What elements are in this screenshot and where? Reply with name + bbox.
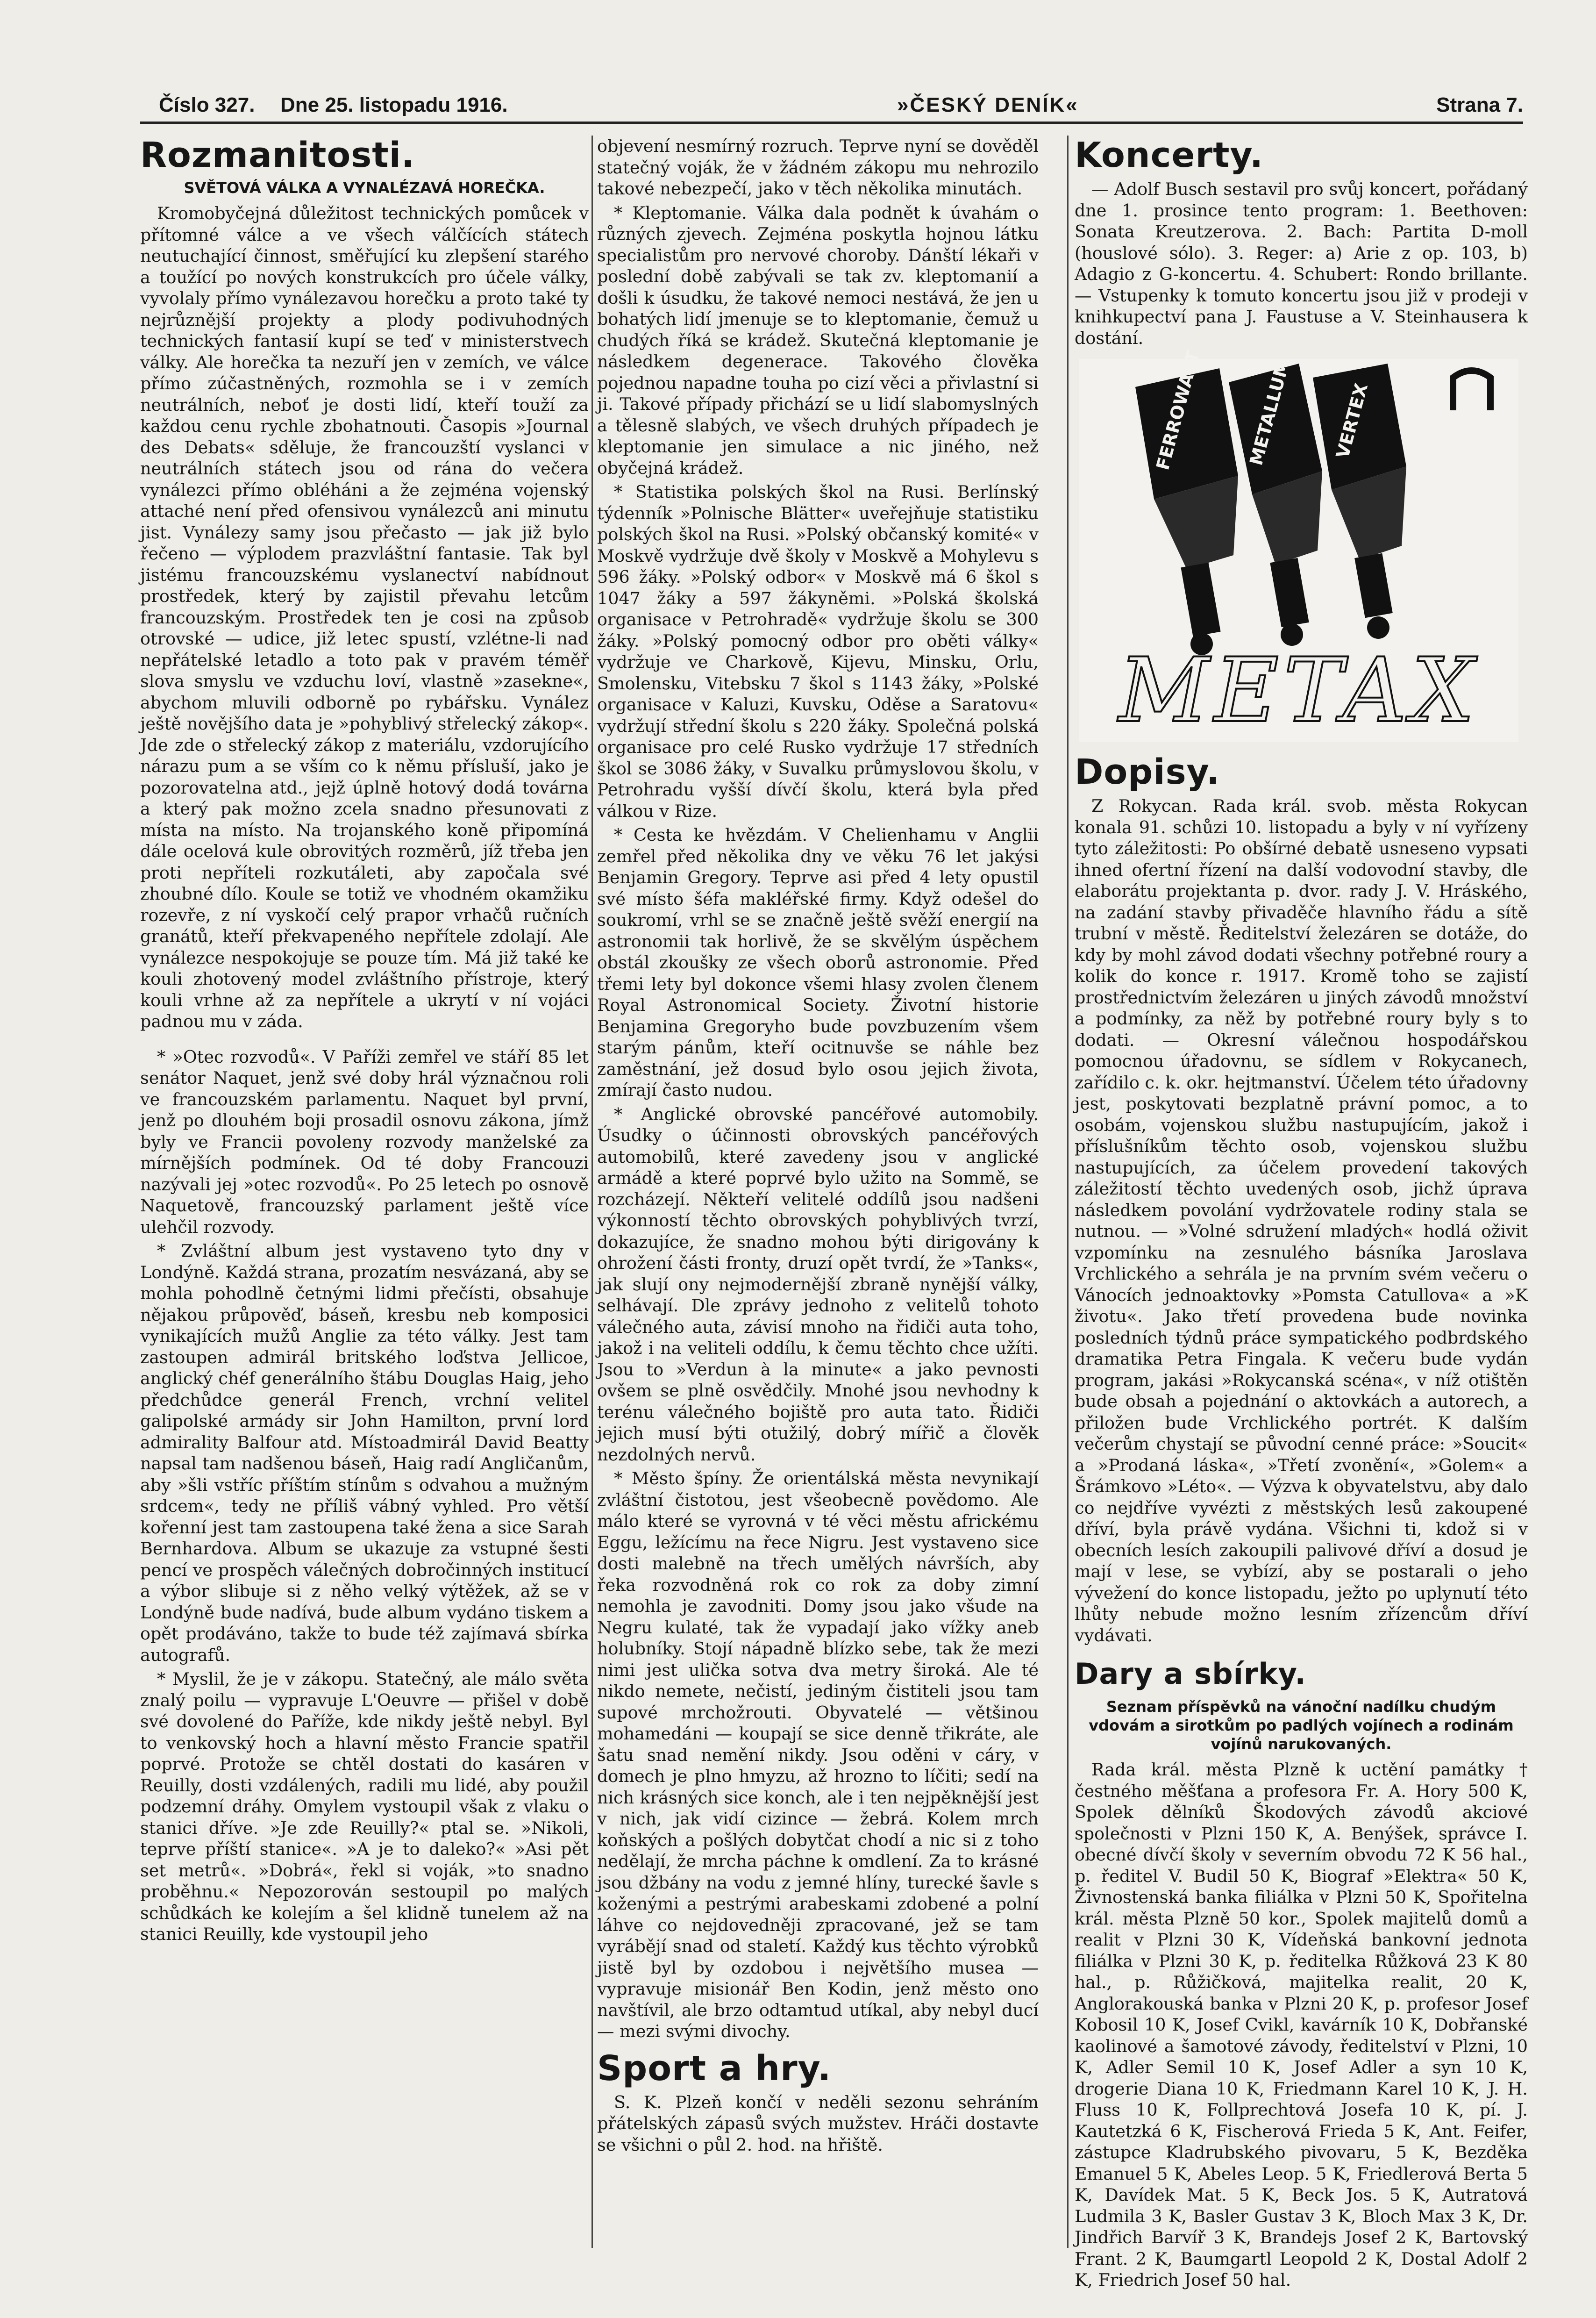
lamp-1-label: FERROWATT xyxy=(1152,348,1204,472)
page-header xyxy=(140,89,1523,124)
article-paragraph: * Cesta ke hvězdám. V Chelienhamu v Anglii zemřel před několika dny ve věku 76 let jakýsi Benjamin Gregory. Teprve asi před 4 lety opustil své místo šéfa makléřské firmy. Když odešel do soukromí, vrhl se se značně ještě svěží energií na astronomii tak horlivě, že se skvělým úspěchem obstál zkoušky ze všech oborů astronomie. Před třemi lety byl dokonce všemi hlasy zvolen členem Royal Astronomical Society. Životní historie Benjamina Gregoryho bude povzbuzením všem starým pánům, kteří ocitnuvše se náhle bez zaměstnání, jež dosud bylo osou jejich života, zmírají často nudou. xyxy=(597,825,1039,1100)
section-title-dary: Dary a sbírky. xyxy=(1075,1657,1306,1691)
section-title-sport: Sport a hry. xyxy=(597,2048,832,2089)
section-title-rozmanitosti: Rozmanitosti. xyxy=(140,135,415,175)
article-paragraph: * Město špíny. Že orientálská města nevynikají zvláštní čistotou, jest všeobecně povědomo. Ale málo které se vyrovná v té věci městu africkému Eggu, ležícímu na řece Nigru. Jest vystaveno sice dosti malebně na třech umělých návrších, aby řeka rozvodněná rok co rok za doby zimní nemohla je zavodniti. Domy jsou jako všude na Negru kulaté, tak že vypadají jako vížky aneb holubníky. Stojí nápadně blízko sebe, tak že mezi nimi jest ulička sotva dva metry široká. Ale té nikdo nemete, nečistí, jediným čistiteli jsou tam supové mrchožrouti. Obyvatelé — většinou mohamedáni — koupají se sice denně třikráte, ale šatu snad nemění nikdy. Jsou oděni v cáry, v domech je plno hmyzu, až hrozno to líčiti; sedí na nich krásných sice konch, ale i ten nejpěknější jest v nich, jak vidí cizince — žebrá. Kolem mrch koňských a pošlých dobytčat chodí a nic si z toho nedělají, že mrcha páchne k omdlení. Za to krásné jsou džbány na vodu z jemné hlíny, turecké šavle s koženými a pestrými arabeskami zdobené a polní láhve co nejdovedněji zpracované, jež se tam vyrábějí snad od staletí. Každý kus těchto výrobků jistě byl by ozdobou i největšího musea — vypravuje misionář Ben Kodin, jenž město ono navštívil, ale brzo odtamtud utíkal, aby nebyl ducí — mezi svými divochy. xyxy=(597,1468,1039,2041)
article-paragraph: — Adolf Busch sestavil pro svůj koncert, pořádaný dne 1. prosince tento program: 1. Beethoven: Sonata Kreutzerova. 2. Bach: Partita D-moll (houslové sólo). 3. Reger: a) Arie z op. 103, b) Adagio z G-koncertu. 4. Schubert: Rondo brillante. — Vstupenky k tomuto koncertu jsou již v prodeji v knihkupectví pana J. Faustuse a V. Steinhausera k dostání. xyxy=(1075,179,1528,348)
section-title-dopisy: Dopisy. xyxy=(1075,752,1220,792)
section-title-koncerty: Koncerty. xyxy=(1075,135,1264,175)
article-paragraph: Kromobyčejná důležitost technických pomůcek v přítomné válce a ve všech válčících státech neutuchající činnost, směřující ku zlepšení starého a toužící po nových konstrukcích pro účele války, vyvolaly přímo vynálezavou horečku a proto také ty nejrůznější projekty a plody podivuhodných technických fantasií kupí se teď v ministerstvech války. Ale horečka ta nezuří jen v zemích, ve válce přímo zúčastněných, rozmohla se i v zemích neutrálních, neboť je dosti lidí, kteří touží za každou cenu rychle zbohatnouti. Časopis »Journal des Debats« sděluje, že francouzští vyslanci v neutrálních státech jsou od rána do večera vynálezci přímo obléháni a že zejména vojenský attaché není před ofensivou vynálezců ani minutu jist. Vynálezy samy jsou přečasto — jak již bylo řečeno — výplodem prazvláštní fantasie. Tak byl jistému francouzskému vyslanectví nabídnout prostředek, který by zajistil převahu letcům francouzským. Prostředek ten je cosi na způsob otrovské — udice, již letec spustí, vzlétne-li nad nepřátelské letadlo a toto pak v pravém téměř slova smyslu ve vzduchu loví, vlastně »zasekne«, abychom mluvili odborně po rybářsku. Vynález ještě novějšího data je »pohyblivý střelecký zákop«. Jde zde o střelecký zákop z materiálu, vzdorujícího nárazu pum a se vším co k němu přísluší, jako je pozorovatelna atd., jejž úplně hotový dodá továrna a který pak možno zcela snadno přesunovati z místa na místo. Na trojanského koně připomíná dále ocelová kule obrovitých rozměrů, jíž třeba jen proti nepříteli rozkutáleti, aby započala své zhoubné dílo. Koule se totiž ve vhodném okamžiku rozevře, z ní vyskočí celý prapor vrhačů ručních granátů, kteří překvapeného nepřítele zdolají. Ale vynálezce nespokojuje se pouze tím. Má již také ke kouli zhotovený model zvláštního přístroje, který kouli vrhne až za nepřítele a ukrytí v ní vojáci padnou mu v záda. xyxy=(140,203,589,1031)
lamp-2-label: METALLUM xyxy=(1246,357,1294,468)
decorative-arch xyxy=(1453,371,1490,410)
article-paragraph: Rada král. města Plzně k uctění památky † čestného měšťana a profesora Fr. A. Hory 500 K, Spolek dělníků Škodových závodů akciové společnosti v Plzni 150 K, A. Benýšek, správce I. obecné dívčí školy v severním obvodu 72 K 56 hal., p. ředitel V. Budil 50 K, Biograf »Elektra« 50 K, Živnostenská banka filiálka v Plzni 50 K, Spořitelna král. města Plzně 50 kor., Spolek majitelů domů a realit v Plzni 30 K, Vídeňská bankovní jednota filiálka v Plzni 30 K, p. ředitelka Růžková 23 K 80 hal., p. Růžičková, majitelka realit, 20 K, Anglorakouská banka v Plzni 20 K, p. profesor Josef Kobosil 10 K, Josef Cvikl, kavárník 10 K, Dobřanské kaolinové a šamotové závody, ředitelství v Plzni, 10 K, Adler Semil 10 K, Josef Adler a syn 10 K, drogerie Diana 10 K, Friedmann Karel 10 K, J. H. Fluss 10 K, Follprechtová Josefa 10 K, pí. J. Kautetzká 6 K, Fischerová Frieda 5 K, Ant. Feifer, zástupce Kladrubského pivovaru, 5 K, Bezděka Emanuel 5 K, Abeles Leop. 5 K, Friedlerová Berta 5 K, Davídek Mat. 5 K, Beck Jos. 5 K, Autratová Ludmila 3 K, Basler Gustav 3 K, Bloch Max 3 K, Dr. Jindřich Barvíř 3 K, Brandejs Josef 2 K, Bartovský Frant. 2 K, Baumgartl Leopold 2 K, Dostal Adolf 2 K, Friedrich Josef 50 hal. xyxy=(1075,1760,1528,2290)
donation-subtitle: Seznam příspěvků na vánoční nadílku chudým vdovám a sirotkům po padlých vojínech a rodinám vojínů narukovaných. xyxy=(1089,1698,1514,1753)
column-2 xyxy=(597,136,1039,2248)
metax-advertisement xyxy=(1079,348,1518,742)
column-1 xyxy=(140,136,589,2248)
column-divider xyxy=(1067,136,1069,2248)
column-divider xyxy=(591,136,593,2248)
paper-title: »ČESKÝ DENÍK« xyxy=(897,93,1079,116)
article-paragraph: * Zvláštní album jest vystaveno tyto dny v Londýně. Každá strana, prozatím nesvázaná, aby se mohla pohodlně četnými lidmi přečísti, obsahuje nějakou průpověď, báseň, kresbu neb komposici vynikajících mužů Anglie za této války. Jest tam zastoupen admirál britského loďstva Jellicoe, anglický chéf generálního štábu Douglas Haig, jeho předchůdce generál French, vrchní velitel galipolské armády sir John Hamilton, první lord admirality Balfour atd. Místoadmirál David Beatty napsal tam nadšenou báseň, Haig radí Angličanům, aby »šli vstříc příštím stínům s odvahou a mužným srdcem«, tedy ne příliš vábný vyhled. Pro větší kořenní jest tam zastoupena také žena a sice Sarah Bernhardova. Album se ukazuje za vstupné šesti pencí ve prospěch válečných dobročinných institucí a výbor slibuje si z něho velký výtěžek, až se v Londýně bude nadívá, bude album vydáno tiskem a opět prodáváno, takže to bude též zajímavá sbírka autografů. xyxy=(140,1241,589,1665)
article-paragraph: * Statistika polských škol na Rusi. Berlínský týdenník »Polnische Blätter« uveřejňuje statistiku polských škol na Rusi. »Polský občanský komité« v Moskvě vydržuje dvě školy v Moskvě a Mohylevu s 596 žáky. »Polský odbor« v Moskvě má 6 škol s 1047 žáky a 597 žákyněmi. »Polská školská organisace v Petrohradě« vydržuje školu se 300 žáky. »Polský pomocný odbor pro oběti války« vydržuje ve Charkově, Kijevu, Minsku, Orlu, Smolensku, Vitebsku 7 škol s 1143 žáky, »Polské organisace v Kaluzi, Kuvsku, Oděse a Saratovu« vydržují střední školu s 220 žáky. Společná polská organisace pro celé Rusko vydržuje 17 středních škol se 3086 žáky, v Suvalku průmyslovou školu, v Petrohradu vyšší dívčí školu, která byla před válkou v Rize. xyxy=(597,482,1039,821)
advertisement-illustration xyxy=(1079,348,1518,742)
lamp-3-label: VERTEX xyxy=(1332,381,1372,461)
page-number: Strana 7. xyxy=(1436,93,1523,116)
article-paragraph: * Myslil, že je v zákopu. Statečný, ale málo světa znalý poilu — vypravuje L'Oeuvre — přišel v době své dovolené do Paříže, kde nikdy ještě nebyl. Byl to venkovský hoch a hlavní město Francie spatřil poprvé. Protože se chtěl dostati do kasáren v Reuilly, dosti vzdálených, radili mu lidé, aby použil podzemní dráhy. Omylem vystoupil však z vlaku o stanici dříve. »Je zde Reuilly?« ptal se. »Nikoli, teprve příští stanice«. »A je to daleko?« »Asi pět set metrů«. »Dobrá«, řekl si voják, »to snadno proběhnu.« Nepozorován sestoupil po malých schůdkách ke kolejím a šel klidně tunelem až na stanici Reuilly, kde vystoupil jeho xyxy=(140,1669,589,1944)
issue-date: Dne 25. listopadu 1916. xyxy=(280,93,508,116)
article-paragraph: S. K. Plzeň končí v neděli sezonu sehráním přátelských zápasů svých mužstev. Hráči dostavte se všichni o půl 2. hod. na hřiště. xyxy=(597,2092,1039,2155)
issue-number: Číslo 327. xyxy=(159,93,255,116)
article-paragraph: * »Otec rozvodů«. V Paříži zemřel ve stáří 85 let senátor Naquet, jenž své doby hrál význačnou roli ve francouzském parlamentu. Naquet byl první, jenž po dlouhém boji prosadil osnovu zákona, jímž byly ve Francii povoleny rozvody manželské za mírnějších podmínek. Od té doby Francouzi nazývali jej »otec rozvodů«. Po 25 letech po osnově Naquetově, francouzský parlament ještě více ulehčil rozvody. xyxy=(140,1046,589,1237)
article-paragraph: * Anglické obrovské pancéřové automobily. Úsudky o účinnosti obrovských pancéřových automobilů, které zavedeny jsou v anglické armádě a které poprvé bylo užito na Sommě, se rozcházejí. Někteří velitelé oddílů jsou nadšeni výkonností těchto obrovských pohyblivých tvrzí, dokazujíce, že snadno mohou býti dirigovány k ohrožení části fronty, druzí opět tvrdí, že »Tanks«, jak slují ony nejmodernější zbraně nynější války, selhávají. Dle zprávy jednoho z velitelů tohoto válečného auta, závisí mnoho na řidiči auta toho, jakož i na veliteli oddílu, k čemu těchto chce užíti. Jsou to »Verdun à la minute« a jako pevnosti ovšem se plně osvědčily. Mnohé jsou nevhodny k terénu válečného bojiště pro auta tato. Řidiči jejich musí býti otužilý, dobrý mířič a člověk nezdolných nervů. xyxy=(597,1104,1039,1465)
article-subtitle: SVĚTOVÁ VÁLKA A VYNALÉZAVÁ HOREČKA. xyxy=(184,179,545,197)
column-3 xyxy=(1075,135,1528,2290)
article-paragraph: * Kleptomanie. Válka dala podnět k úvahám o různých zjevech. Zejména poskytla hojnou látku specialistům pro nervové choroby. Dánští lékaři v poslední době zabývali se tak zv. kleptomanií a došli k úsudku, že takové nemoci nestává, že jen u bohatých lidí jmenuje se to kleptomanie, čemuž u chudých říká se krádež. Skutečná kleptomanie je následkem degenerace. Takového člověka pojednou napadne touha po cizí věci a přivlastní si ji. Takové případy přichází se u lidí slabomyslných a tělesně slabých, ve všech druhých případech je kleptomanie jen simulace a nic jiného, než obyčejná krádež. xyxy=(597,202,1039,478)
article-paragraph: Z Rokycan. Rada král. svob. města Rokycan konala 91. schůzi 10. listopadu a byly v ní vyřízeny tyto záležitosti: Po obšírné debatě usneseno vypsati ihned ofertní řízení na další vodovodní stavby, dle elaborátu projektanta p. dvor. rady J. V. Hráského, na zadání stavby přivaděče hlavního řádu a sítě trubní v městě. Ředitelství železáren se dotáže, do kdy by mohl závod dodati všechny potřebné roury a kolik do konce r. 1917. Kromě toho se zajistí prostřednictvím železáren u jiných závodů množství a podmínky, za něž by potřebné roury byly s to dodati. — Okresní válečnou hospodářskou pomocnou úřadovnu, se sídlem v Rokycanech, zařídilo c. k. okr. hejtmanství. Účelem této úřadovny jest, poskytovati bezplatně právní pomoc, a to osobám, vojenskou službu nastupujícím, jakož i příslušníkům těchto osob, vojenskou službu nastupujících, za účelem provedení takových záležitostí těchto uvedených osob, jichž úprava následkem povolání vydržovatele rodiny stala se nutnou. — »Volné sdružení mladých« hodlá oživit vzpomínku na zesnulého básníka Jaroslava Vrchlického a sehrála je na prvním svém večeru o Vánocích jednoaktovky »Pomsta Catullova« a »K životu«. Jako třetí provedena bude novinka posledních týdnů práce sympatického podbrdského dramatika Petra Fingala. K večeru bude vydán program, jakási »Rokycanská scéna«, v níž otištěn bude obsah a pojednání o aktovkách a autorech, a přiložen bude Vrchlického portrét. K dalším večerům chystají se původní cenné práce: »Soucit« a »Prodaná láska«, »Třetí zvonění«, »Golem« a Šrámkovo »Léto«. — Výzva k obyvatelstvu, aby dalo co nejdříve vyvézti z městských lesů zakoupené dříví, byla právě vydána. Všichni ti, kdož si v obecních lesích zakoupili palivové dříví a dosud je mají v lese, se vybízí, aby se postarali o jeho vývežení do konce listopadu, ježto po uplynutí této lhůty nebude možno lesním zřízencům dříví vydávati. xyxy=(1075,796,1528,1645)
article-paragraph: objevení nesmírný rozruch. Teprve nyní se dověděl statečný voják, že v žádném zákopu mu nehrozilo takové nebezpečí, jako v těch několika minutách. xyxy=(597,136,1039,199)
metax-brand: METAX xyxy=(1118,639,1480,742)
